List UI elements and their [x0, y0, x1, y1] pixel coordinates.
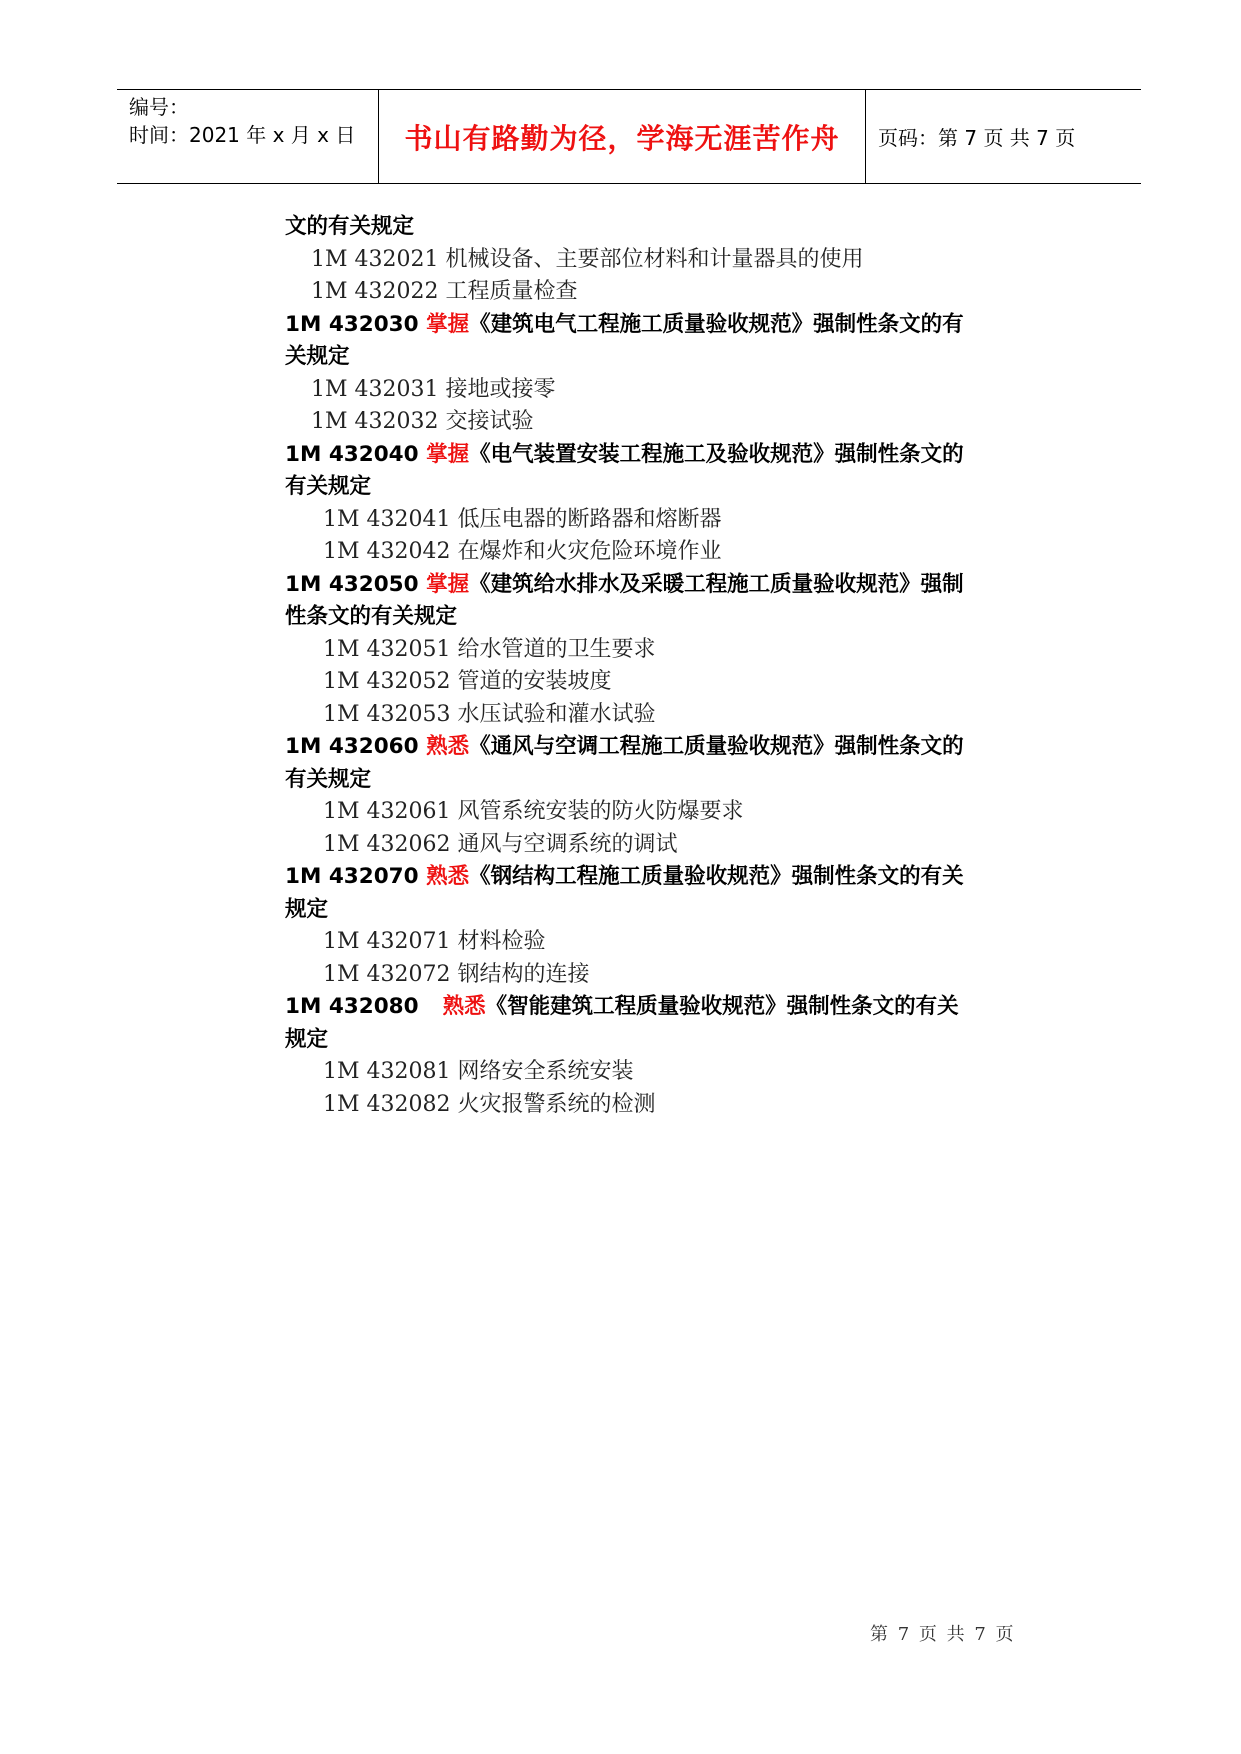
page-footer: 第 7 页 共 7 页	[870, 1624, 1016, 1645]
list-item: 1M 432042 在爆炸和火灾危险环境作业	[323, 539, 722, 564]
section-heading	[285, 569, 1025, 602]
section-heading	[285, 309, 1025, 342]
list-item: 1M 432053 水压试验和灌水试验	[323, 701, 656, 727]
document-body	[285, 211, 1025, 1121]
text-line: 有关规定	[285, 474, 372, 499]
section-title: 《智能建筑工程质量验收规范》强制性条文的有关	[485, 994, 959, 1019]
section-code: 1M 432060	[285, 734, 427, 759]
list-item: 1M 432071 材料检验	[323, 929, 546, 954]
section-level: 掌握	[426, 311, 470, 337]
number-label: 编号：	[129, 95, 189, 119]
document-header	[117, 89, 1141, 184]
list-item: 1M 432072 钢结构的连接	[323, 961, 590, 987]
section-level: 掌握	[426, 571, 470, 597]
section-code: 1M 432030	[285, 311, 427, 337]
section-heading	[285, 731, 1025, 764]
section-heading	[285, 861, 1025, 894]
list-item: 1M 432032 交接试验	[311, 409, 534, 434]
text-line: 关规定	[285, 344, 350, 369]
text-line: 规定	[285, 1026, 329, 1052]
header-meta	[117, 90, 379, 183]
section-title: 《钢结构工程施工质量验收规范》强制性条文的有关	[469, 864, 964, 889]
list-item: 1M 432021 机械设备、主要部位材料和计量器具的使用	[311, 246, 864, 272]
motto: 书山有路勤为径，学海无涯苦作舟	[379, 90, 866, 183]
section-code: 1M 432080	[285, 994, 419, 1019]
list-item: 1M 432081 网络安全系统安装	[323, 1059, 634, 1084]
text-line: 文的有关规定	[285, 214, 415, 239]
section-code: 1M 432040	[285, 441, 427, 467]
section-level: 掌握	[426, 441, 470, 467]
section-title: 《建筑给水排水及采暖工程施工质量验收规范》强制	[469, 571, 964, 597]
page-info: 页码：第 7 页 共 7 页	[878, 126, 1076, 150]
list-item: 1M 432051 给水管道的卫生要求	[323, 636, 656, 662]
time-label: 时间：2021 年 x 月 x 日	[129, 123, 356, 147]
list-item: 1M 432052 管道的安装坡度	[323, 669, 612, 694]
list-item: 1M 432031 接地或接零	[311, 376, 556, 402]
section-title: 《通风与空调工程施工质量验收规范》强制性条文的	[469, 734, 964, 759]
section-level: 熟悉	[426, 734, 470, 759]
section-level: 熟悉	[442, 994, 486, 1019]
section-heading	[285, 991, 1025, 1024]
section-code: 1M 432070	[285, 864, 427, 889]
section-level: 熟悉	[426, 864, 470, 889]
list-item: 1M 432041 低压电器的断路器和熔断器	[323, 506, 722, 532]
list-item: 1M 432022 工程质量检查	[311, 279, 578, 304]
section-code: 1M 432050	[285, 571, 427, 597]
section-title: 《电气装置安装工程施工及验收规范》强制性条文的	[469, 441, 964, 467]
text-line: 规定	[285, 896, 329, 922]
text-line: 性条文的有关规定	[285, 604, 458, 629]
list-item: 1M 432082 火灾报警系统的检测	[323, 1091, 656, 1117]
list-item: 1M 432062 通风与空调系统的调试	[323, 831, 678, 857]
text-line: 有关规定	[285, 766, 372, 792]
section-title: 《建筑电气工程施工质量验收规范》强制性条文的有	[469, 311, 964, 337]
section-heading	[285, 439, 1025, 472]
list-item: 1M 432061 风管系统安装的防火防爆要求	[323, 799, 744, 824]
